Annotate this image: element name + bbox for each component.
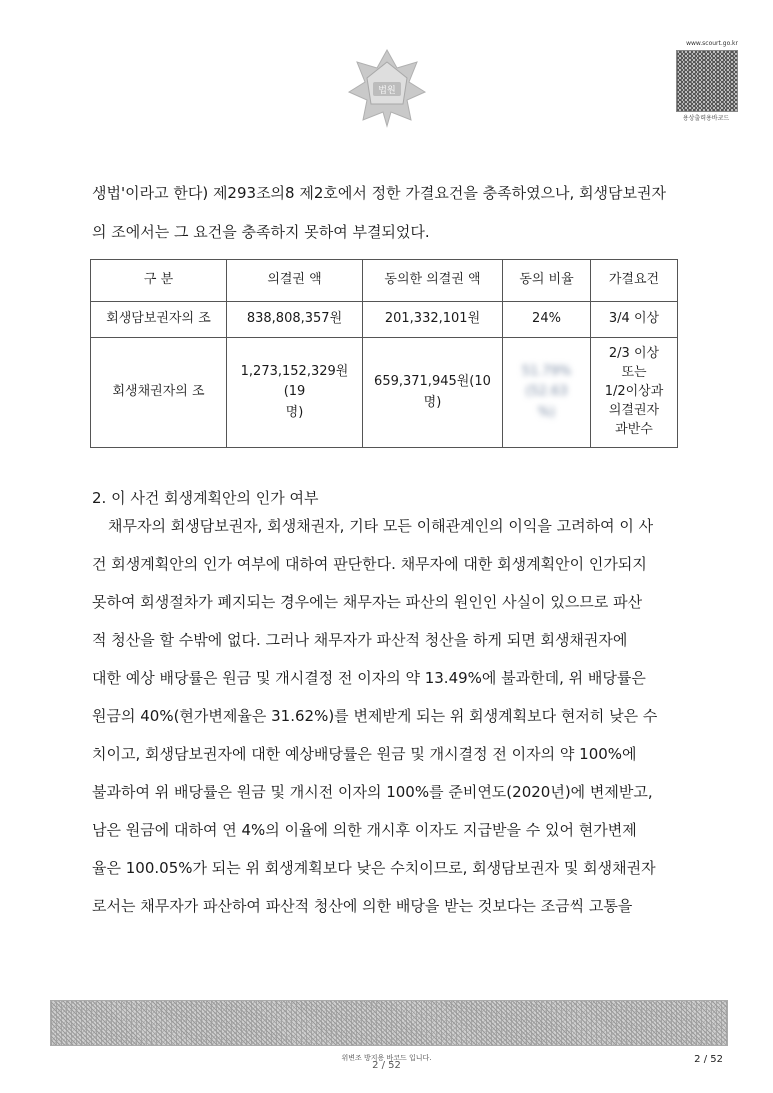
- requirement-line: 3/4 이상: [608, 311, 660, 327]
- vote-result-table: [90, 259, 678, 448]
- qr-caption: 용상출력용바코드: [682, 115, 730, 122]
- requirement-line: 과반수: [615, 421, 653, 437]
- table-row: [91, 338, 678, 448]
- table-header-cell: 동의한 의결권 액: [363, 260, 503, 302]
- table-header-row: [91, 260, 678, 302]
- body-line-1: 생법'이라고 한다) 제293조의8 제2호에서 정한 가결요건을 충족하였으나, 회생담보권자: [92, 184, 667, 202]
- table-cell-amount: 838,808,357원: [227, 302, 363, 338]
- verification-qr-code: [676, 50, 738, 112]
- table-cell-group: 회생담보권자의 조: [91, 302, 227, 338]
- table-row: [91, 302, 678, 338]
- footer-note: 위변조 방지용 바코드 입니다.: [341, 1054, 432, 1062]
- section-line-4: 적 청산을 할 수밖에 없다. 그러나 채무자가 파산적 청산을 하게 되면 회생채권자에: [92, 631, 628, 649]
- requirement-line: 2/3 이상: [608, 346, 660, 362]
- table-cell-ratio-redacted: [503, 338, 591, 448]
- section-line-11: 로서는 채무자가 파산하여 파산적 청산에 의한 배당을 받는 것보다는 조금씩 고통을: [92, 897, 633, 915]
- body-line-2: 의 조에서는 그 요건을 충족하지 못하여 부결되었다.: [92, 223, 430, 241]
- requirement-line: 의결권자: [608, 402, 660, 418]
- court-seal-emblem: [347, 48, 427, 128]
- table-header-cell: 의결권 액: [227, 260, 363, 302]
- section-line-5: 대한 예상 배당률은 원금 및 개시결정 전 이자의 약 13.49%에 불과한데, 위 배당률은: [92, 669, 646, 687]
- table-cell-requirement: [591, 338, 678, 448]
- section-line-10: 율은 100.05%가 되는 위 회생계획보다 낮은 수치이므로, 회생담보권자 및 회생채권자: [92, 859, 656, 877]
- amount-line: 1,273,152,329원(19: [240, 364, 349, 400]
- section-line-9: 남은 원금에 대하여 연 4%의 이율에 의한 개시후 이자도 지급받을 수 있어 현가변제: [92, 821, 637, 839]
- section-title: 2. 이 사건 회생계획안의 인가 여부: [92, 489, 319, 507]
- amount-line: 명): [285, 404, 304, 420]
- table-header-cell: 구 분: [91, 260, 227, 302]
- table-cell-consent: 659,371,945원(10명): [363, 338, 503, 448]
- qr-url-text: www.scourt.go.kr: [686, 40, 738, 47]
- table-header-cell: 동의 비율: [503, 260, 591, 302]
- section-line-6: 원금의 40%(현가변제율은 31.62%)를 변제받게 되는 위 회생계획보다 현저히 낮은 수: [92, 707, 658, 725]
- table-cell-ratio: 24%: [503, 302, 591, 338]
- section-line-3: 못하여 회생절차가 폐지되는 경우에는 채무자는 파산의 원인인 사실이 있으므로 파산: [92, 593, 643, 611]
- table-cell-requirement: [591, 302, 678, 338]
- page-number-center: 2 / 52: [372, 1060, 401, 1071]
- table-cell-amount: [227, 338, 363, 448]
- anti-forgery-barcode-band: [50, 1000, 728, 1046]
- section-line-7: 치이고, 회생담보권자에 대한 예상배당률은 원금 및 개시결정 전 이자의 약 100%에: [92, 745, 637, 763]
- ratio-line: 51.79%(52.63: [521, 364, 572, 400]
- section-line-1: 채무자의 회생담보권자, 회생채권자, 기타 모든 이해관계인의 이익을 고려하여 이 사: [108, 517, 654, 535]
- page-number-right: 2 / 52: [694, 1054, 723, 1065]
- table-header-cell: 가결요건: [591, 260, 678, 302]
- section-line-8: 불과하여 위 배당률은 원금 및 개시전 이자의 100%를 준비연도(2020년)에 변제받고,: [92, 783, 653, 801]
- requirement-line: 1/2이상과: [604, 384, 664, 400]
- ratio-line: %): [537, 404, 556, 420]
- section-line-2: 건 회생계획안의 인가 여부에 대하여 판단한다. 채무자에 대한 회생계획안이 인가되지: [92, 555, 647, 573]
- table-cell-consent: 201,332,101원: [363, 302, 503, 338]
- seal-text: 법원: [378, 86, 396, 96]
- table-cell-group: 회생채권자의 조: [91, 338, 227, 448]
- requirement-line: 또는: [621, 365, 647, 381]
